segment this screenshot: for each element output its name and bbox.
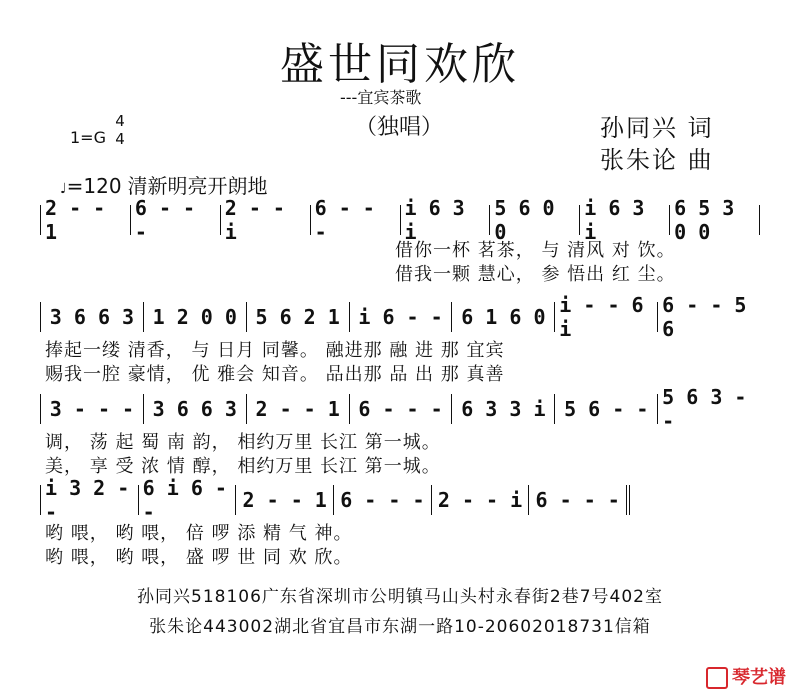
address-lyricist: 孙同兴518106广东省深圳市公明镇马山头村永春街2巷7号402室: [137, 587, 663, 607]
measure: 6 5 3 0 0: [670, 205, 760, 235]
address-composer: 张朱论443002湖北省宜昌市东湖一路10-20602018731信箱: [149, 617, 651, 637]
measure: i 6 3 i: [580, 205, 670, 235]
measure: 2 - - i: [221, 205, 311, 235]
performance-type: （独唱）: [355, 115, 444, 140]
composer-credit: 张朱论 曲: [600, 146, 714, 174]
score-row-2: [40, 293, 760, 385]
measure: 3 6 6 3: [144, 394, 247, 424]
measure: i 3 2 - -: [40, 485, 139, 515]
measure: 2 - - 1: [40, 205, 131, 235]
measure: 5 6 - -: [555, 394, 658, 424]
lyric-line-2: 美， 享 受 浓 情 醇， 相约万里 长江 第一城。: [45, 456, 441, 477]
key-signature: 1=G: [70, 128, 106, 147]
time-signature: [113, 112, 127, 148]
measure: 3 - - -: [40, 394, 144, 424]
measure-final: 6 - - -: [529, 485, 630, 515]
measure: 1 2 0 0: [144, 302, 247, 332]
measure: 3 6 6 3: [40, 302, 144, 332]
measure: 6 - - 5 6: [662, 293, 747, 341]
time-signature-bottom: 4: [115, 130, 125, 148]
measure: 6 - - -: [334, 485, 432, 515]
score-row-3: [40, 385, 760, 477]
measure: 5 6 0 0: [490, 205, 580, 235]
song-subtitle: ---宜宾茶歌: [340, 88, 422, 107]
lyric-line-1: 哟 喂， 哟 喂， 倍 啰 添 精 气 神。: [45, 523, 353, 544]
quarter-note-icon: ♩: [60, 181, 67, 197]
lyric-line-1: 捧起一缕 清香， 与 日月 同馨。 融进那 融 进 那 宜宾: [45, 340, 505, 361]
score-row-1: [40, 196, 760, 285]
measure: i 6 - -: [350, 302, 453, 332]
measure: 6 - - -: [131, 205, 221, 235]
measure: 6 1 6 0: [452, 302, 555, 332]
measure-row: [40, 476, 630, 524]
measure: 2 - - 1: [247, 394, 350, 424]
expression-marking: 清新明亮开朗地: [127, 174, 268, 198]
measure-row: [40, 293, 760, 341]
site-logo: [706, 663, 786, 689]
measure: 6 i 6 - -: [139, 485, 237, 515]
measure-row: [40, 196, 760, 244]
tempo-marking: [60, 170, 268, 199]
measure: 6 - - -: [350, 394, 453, 424]
measure: i 6 3 i: [401, 205, 491, 235]
measure: 2 - - i: [432, 485, 530, 515]
measure-row: [40, 385, 760, 433]
tempo-value: =120: [66, 174, 122, 198]
lyric-line-1: 借你一杯 茗茶， 与 清风 对 饮。: [395, 240, 676, 261]
lyric-line-2: 哟 喂， 哟 喂， 盛 啰 世 同 欢 欣。: [45, 547, 353, 568]
logo-icon: [706, 667, 728, 689]
score-row-4: [40, 476, 630, 568]
song-title: 盛世同欢欣: [280, 39, 520, 90]
logo-text: 琴艺谱: [732, 667, 786, 688]
measure: 5 6 2 1: [247, 302, 350, 332]
lyric-line-2: 赐我一腔 豪情， 优 雅会 知音。 品出那 品 出 那 真善: [45, 364, 505, 385]
measure: 2 - - 1: [236, 485, 334, 515]
time-signature-top: 4: [115, 112, 125, 130]
measure: i - - 6 i: [555, 302, 658, 332]
measure: 6 3 3 i: [452, 394, 555, 424]
lyric-line-1: 调， 荡 起 蜀 南 韵， 相约万里 长江 第一城。: [45, 432, 441, 453]
measure: 5 6 3 - -: [662, 385, 747, 433]
measure: 6 - - -: [311, 205, 401, 235]
lyric-line-2: 借我一颗 慧心， 参 悟出 红 尘。: [395, 264, 676, 285]
lyricist-credit: 孙同兴 词: [600, 114, 714, 142]
